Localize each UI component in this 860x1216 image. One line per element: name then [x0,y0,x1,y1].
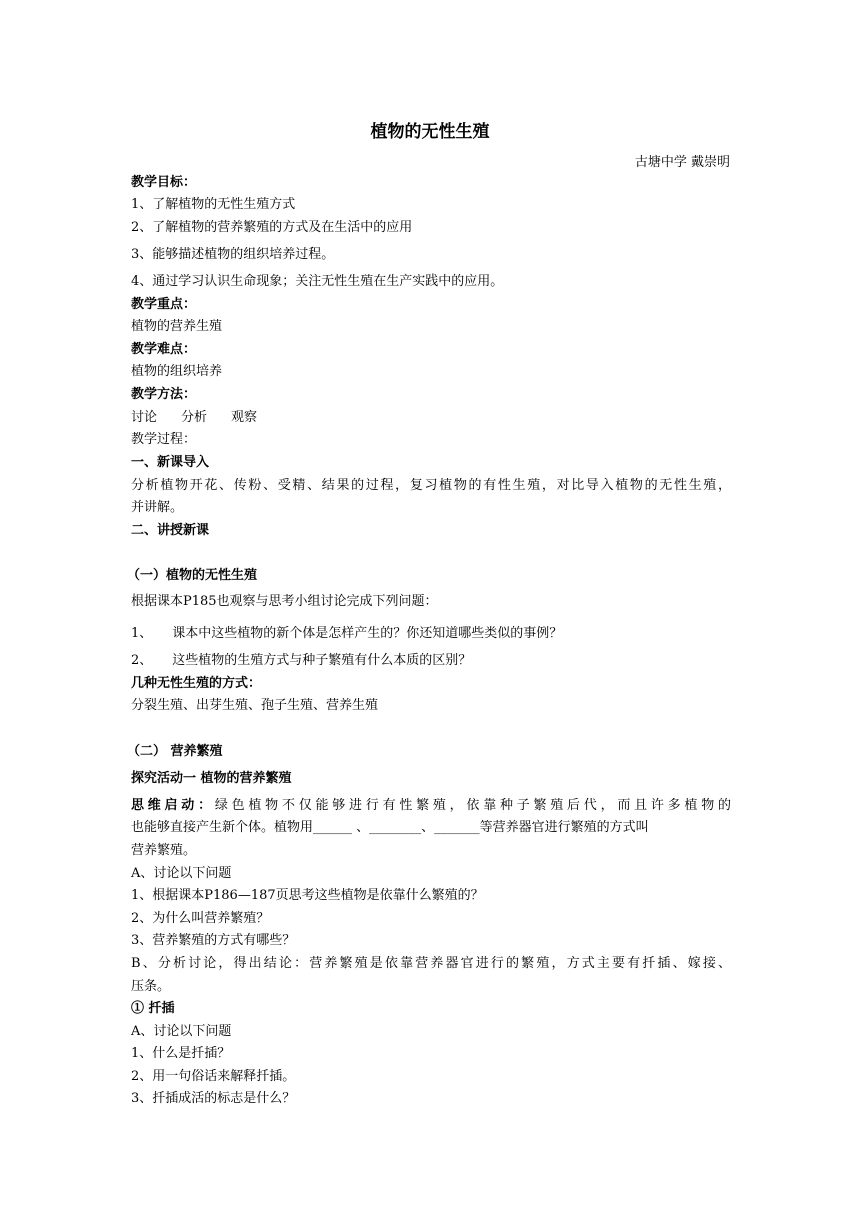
activity-heading: 探究活动一 植物的营养繁殖 [131,771,292,786]
section2-heading: 二、讲授新课 [131,523,210,538]
difficulty-heading: 教学难点： [131,342,197,357]
cutting-item: 3、扦插成活的标志是什么？ [131,1091,296,1106]
question-number: 1、 [131,626,153,641]
objective-item: 1、了解植物的无性生殖方式 [131,197,296,212]
cutting-discuss-heading: A、讨论以下问题 [131,1024,232,1039]
types-heading: 几种无性生殖的方式： [131,676,262,691]
cutting-item: 2、用一句俗话来解释扦插。 [131,1069,296,1084]
part1-intro: 根据课本P185也观察与思考小组讨论完成下列问题： [131,594,438,609]
objectives-heading: 教学目标： [131,175,197,190]
author-line: 古塘中学 戴崇明 [634,155,730,170]
section1-text: 并讲解。 [131,500,184,515]
types-text: 分裂生殖、出芽生殖、孢子生殖、营养生殖 [131,698,379,713]
discuss-heading: A、讨论以下问题 [131,866,232,881]
think-label: 思维启动： [131,798,215,813]
part2-heading: （二） 营养繁殖 [127,744,223,759]
question-text: 这些植物的生殖方式与种子繁殖有什么本质的区别？ [172,653,472,668]
key-point-text: 植物的营养生殖 [131,319,223,334]
method-item: 分析 [181,410,208,425]
part1-heading: （一）植物的无性生殖 [127,568,258,583]
discuss-item: 2、为什么叫营养繁殖？ [131,911,270,926]
think-line: 也能够直接产生新个体。植物用______ 、________、_______等营养器官进行繁殖的方式叫 [131,820,649,835]
methods-list [131,409,731,427]
question-number: 2、 [131,653,153,668]
question-item [131,652,731,670]
difficulty-text: 植物的组织培养 [131,364,223,379]
question-item [131,625,731,643]
think-text: 绿色植物不仅能够进行有性繁殖，依靠种子繁殖后代，而且许多植物的 [214,798,731,813]
objective-item: 4、通过学习认识生命现象；关注无性生殖在生产实践中的应用。 [131,274,504,289]
section1-text: 分析植物开花、传粉、受精、结果的过程，复习植物的有性生殖，对比导入植物的无性生殖， [131,478,731,493]
cutting-item: 1、什么是扦插？ [131,1046,231,1061]
objective-item: 3、能够描述植物的组织培养过程。 [131,247,335,262]
question-text: 课本中这些植物的新个体是怎样产生的？你还知道哪些类似的事例？ [172,626,563,641]
conclusion-line: B、分析讨论，得出结论：营养繁殖是依靠营养器官进行的繁殖，方式主要有扦插、嫁接、 [131,956,731,971]
methods-heading: 教学方法： [131,387,197,402]
think-line [131,797,731,815]
think-line: 营养繁殖。 [131,843,197,858]
objective-item: 2、了解植物的营养繁殖的方式及在生活中的应用 [131,220,413,235]
discuss-item: 1、根据课本P186—187页思考这些植物是依靠什么繁殖的？ [131,888,484,903]
method-item: 讨论 [131,410,158,425]
section1-heading: 一、新课导入 [131,455,210,470]
discuss-item: 3、营养繁殖的方式有哪些？ [131,933,296,948]
document-title: 植物的无性生殖 [370,122,490,142]
method-item: 观察 [231,410,258,425]
cutting-heading: ① 扦插 [131,1001,175,1016]
conclusion-line: 压条。 [131,979,171,994]
process-heading: 教学过程： [131,432,197,447]
key-point-heading: 教学重点： [131,297,197,312]
